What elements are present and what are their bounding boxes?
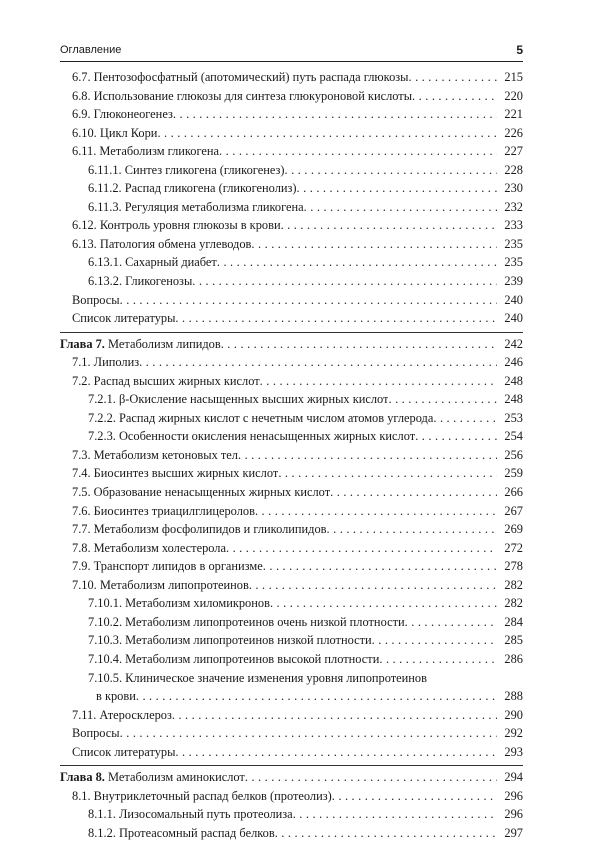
dot-leader [238, 446, 497, 464]
toc-entry-title [72, 464, 278, 483]
toc-page-number: 228 [504, 162, 523, 177]
toc-page-number: 242 [504, 336, 523, 351]
toc-page-number: 230 [504, 181, 523, 196]
toc-entry-title [72, 787, 332, 806]
toc-page-number: 259 [504, 466, 523, 481]
toc-page-number: 256 [504, 447, 523, 462]
toc-entry-text: 7.7. Метаболизм фосфолипидов и гликолипидов [72, 522, 327, 537]
toc-entry[interactable] [60, 613, 523, 632]
toc-page-number: 297 [504, 825, 523, 840]
table-of-contents [60, 68, 523, 842]
toc-page-number: 286 [504, 651, 523, 666]
dot-leader [415, 427, 497, 445]
dot-leader [255, 502, 497, 520]
toc-entry-title [88, 631, 372, 650]
toc-entry-title [72, 309, 175, 328]
toc-entry-text: 7.11. Атеросклероз [72, 707, 172, 722]
toc-entry[interactable] [60, 743, 523, 762]
toc-entry-title [72, 483, 330, 502]
dot-leader [405, 613, 497, 631]
toc-entry[interactable] [60, 372, 523, 391]
toc-entry-text: 6.11.1. Синтез гликогена (гликогенез) [88, 162, 285, 177]
toc-entry-title [60, 768, 245, 787]
toc-page-number: 235 [504, 236, 523, 251]
toc-entry[interactable] [60, 787, 523, 806]
dot-leader [173, 105, 497, 123]
dot-leader [304, 198, 497, 216]
toc-entry[interactable] [60, 669, 523, 688]
toc-page-number: 215 [504, 70, 523, 84]
toc-page-number: 292 [504, 726, 523, 741]
chapter-label: Глава 8. [60, 770, 105, 785]
toc-entry[interactable] [60, 576, 523, 595]
dot-leader [275, 824, 497, 842]
toc-page-number: 290 [504, 707, 523, 722]
toc-entry-text: 8.1.2. Протеасомный распад белков [88, 825, 275, 840]
toc-entry[interactable] [60, 824, 523, 842]
dot-leader [278, 464, 497, 482]
toc-entry-title [72, 743, 175, 762]
toc-entry-text: Вопросы [72, 726, 120, 741]
toc-page-number: 293 [504, 744, 523, 759]
toc-entry-title [88, 161, 285, 180]
toc-entry[interactable] [60, 353, 523, 372]
toc-entry-title [72, 291, 120, 310]
dot-leader [249, 576, 497, 594]
dot-leader [388, 390, 497, 408]
toc-entry-title [88, 669, 427, 688]
dot-leader [372, 631, 497, 649]
toc-entry-text: 7.10. Метаболизм липопротеинов [72, 577, 249, 592]
toc-entry[interactable] [60, 68, 523, 87]
dot-leader [139, 353, 497, 371]
toc-entry[interactable] [60, 687, 523, 706]
toc-entry-text: 6.12. Контроль уровня глюкозы в крови [72, 218, 281, 233]
dot-leader [120, 291, 497, 309]
toc-entry-text: 6.10. Цикл Кори [72, 125, 158, 140]
toc-page-number: 296 [504, 807, 523, 822]
toc-page-number: 246 [504, 355, 523, 370]
toc-entry-title [72, 539, 226, 558]
dot-leader [136, 687, 497, 705]
toc-entry-title [72, 520, 327, 539]
toc-entry[interactable] [60, 539, 523, 558]
toc-page-number: 253 [504, 410, 523, 425]
toc-page-number: 233 [504, 218, 523, 233]
toc-entry[interactable] [60, 706, 523, 725]
toc-entry-text: Метаболизм аминокислот [108, 770, 245, 785]
toc-entry[interactable] [60, 142, 523, 161]
toc-entry-title [72, 724, 120, 743]
toc-page-number: 240 [504, 311, 523, 326]
toc-entry-title [72, 87, 412, 106]
dot-leader [330, 483, 497, 501]
toc-page-number: 267 [504, 503, 523, 518]
toc-entry[interactable] [60, 427, 523, 446]
toc-chapter-entry[interactable] [60, 335, 523, 354]
running-header [60, 44, 523, 60]
toc-entry-text: 7.4. Биосинтез высших жирных кислот [72, 466, 279, 481]
toc-page-number: 285 [504, 633, 523, 648]
toc-entry-text: 7.10.4. Метаболизм липопротеинов высокой плотности [88, 651, 380, 666]
toc-entry-text: 7.9. Транспорт липидов в организме [72, 559, 263, 574]
toc-entry-title [60, 335, 221, 354]
toc-page-number: 220 [504, 88, 523, 103]
toc-page-number: 284 [504, 614, 523, 629]
toc-entry[interactable] [60, 216, 523, 235]
toc-entry[interactable] [60, 724, 523, 743]
toc-entry-text: 7.1. Липолиз [72, 355, 140, 370]
toc-entry-title [72, 235, 251, 254]
toc-entry-title [72, 216, 281, 235]
toc-entry-title [72, 124, 157, 143]
toc-entry[interactable] [60, 179, 523, 198]
toc-chapter-entry[interactable] [60, 768, 523, 787]
toc-page-number: 226 [504, 125, 523, 140]
toc-page-number: 254 [504, 429, 523, 444]
toc-entry[interactable] [60, 105, 523, 124]
toc-entry-text: в крови [96, 689, 136, 704]
toc-entry-text: 7.2. Распад высших жирных кислот [72, 373, 260, 388]
toc-entry[interactable] [60, 483, 523, 502]
toc-entry-title [72, 142, 219, 161]
dot-leader [285, 161, 498, 179]
toc-entry-title [72, 706, 172, 725]
dot-leader [408, 68, 497, 86]
toc-page-number: 227 [504, 144, 523, 159]
dot-leader [251, 235, 497, 253]
toc-entry-title [72, 502, 255, 521]
toc-entry-text: 7.2.3. Особенности окисления ненасыщенных жирных кислот [88, 429, 416, 444]
running-header-title: Оглавление [60, 44, 122, 56]
toc-entry-text: 6.9. Глюконеогенез [72, 107, 173, 122]
toc-entry-title [72, 68, 408, 87]
toc-entry-text: 7.10.2. Метаболизм липопротеинов очень низкой плотности [88, 614, 405, 629]
toc-entry-title [88, 650, 379, 669]
toc-entry-text: 7.5. Образование ненасыщенных жирных кислот [72, 485, 331, 500]
dot-leader [260, 372, 497, 390]
dot-leader [297, 179, 497, 197]
toc-entry[interactable] [60, 464, 523, 483]
toc-entry[interactable] [60, 557, 523, 576]
toc-entry[interactable] [60, 446, 523, 465]
toc-entry-text: 7.10.1. Метаболизм хиломикронов [88, 596, 270, 611]
toc-page-number: 232 [504, 199, 523, 214]
dot-leader [412, 87, 497, 105]
toc-entry-text: 7.6. Биосинтез триацилглицеролов [72, 503, 255, 518]
toc-entry[interactable] [60, 309, 523, 328]
dot-leader [219, 142, 497, 160]
toc-entry-title [72, 105, 173, 124]
toc-entry[interactable] [60, 291, 523, 310]
toc-page-number: 248 [504, 373, 523, 388]
toc-entry-text: 7.10.3. Метаболизм липопротеинов низкой плотности [88, 633, 372, 648]
chapter-label: Глава 7. [60, 336, 105, 351]
dot-leader [263, 557, 497, 575]
header-rule [60, 61, 523, 62]
page-number: 5 [516, 43, 523, 57]
toc-entry-title [88, 824, 275, 842]
toc-entry-text: 8.1.1. Лизосомальный путь протеолиза [88, 807, 293, 822]
toc-entry[interactable] [60, 253, 523, 272]
toc-entry[interactable] [60, 272, 523, 291]
toc-page-number: 294 [504, 770, 523, 785]
toc-entry-title [88, 253, 217, 272]
dot-leader [327, 520, 497, 538]
toc-entry-text: 6.8. Использование глюкозы для синтеза глюкуроновой кислоты [72, 88, 413, 103]
toc-page-number: 278 [504, 559, 523, 574]
toc-entry-title [72, 446, 238, 465]
toc-entry[interactable] [60, 390, 523, 409]
toc-page-number: 239 [504, 274, 523, 289]
toc-entry-title [88, 613, 405, 632]
toc-entry[interactable] [60, 198, 523, 217]
toc-page-number: 269 [504, 522, 523, 537]
toc-entry-text: 7.10.5. Клиническое значение изменения уровня липопротеинов [88, 670, 427, 685]
toc-entry-text: 6.11.3. Регуляция метаболизма гликогена [88, 199, 304, 214]
dot-leader [433, 409, 497, 427]
chapter-separator [60, 332, 523, 333]
toc-page-number: 296 [504, 788, 523, 803]
toc-page-number: 282 [504, 596, 523, 611]
toc-entry-title [88, 427, 415, 446]
toc-page-number: 282 [504, 577, 523, 592]
dot-leader [217, 253, 497, 271]
toc-page-number: 272 [504, 540, 523, 555]
toc-entry[interactable] [60, 235, 523, 254]
toc-entry-text: Список литературы [72, 311, 176, 326]
toc-entry-title [88, 805, 293, 824]
toc-entry-title [88, 594, 270, 613]
toc-entry-title [72, 372, 260, 391]
dot-leader [175, 743, 497, 761]
toc-entry[interactable] [60, 805, 523, 824]
dot-leader [175, 309, 497, 327]
toc-page-number: 266 [504, 485, 523, 500]
dot-leader [245, 768, 497, 786]
toc-page-number: 235 [504, 255, 523, 270]
dot-leader [221, 335, 497, 353]
toc-entry-title [72, 557, 263, 576]
toc-entry-title [88, 198, 304, 217]
toc-entry-text: Список литературы [72, 744, 176, 759]
toc-entry[interactable] [60, 631, 523, 650]
toc-entry-text: 6.7. Пентозофосфатный (апотомический) путь распада глюкозы [72, 70, 409, 84]
toc-entry-title [88, 409, 433, 428]
dot-leader [172, 706, 497, 724]
toc-entry-text: Вопросы [72, 292, 120, 307]
toc-entry[interactable] [60, 502, 523, 521]
toc-page-number: 288 [504, 689, 523, 704]
dot-leader [332, 787, 497, 805]
toc-entry[interactable] [60, 161, 523, 180]
toc-entry-title [72, 353, 139, 372]
dot-leader [226, 539, 497, 557]
dot-leader [281, 216, 497, 234]
toc-entry-text: Метаболизм липидов [108, 336, 221, 351]
toc-entry[interactable] [60, 520, 523, 539]
dot-leader [270, 594, 497, 612]
toc-entry[interactable] [60, 650, 523, 669]
toc-page-number: 248 [504, 392, 523, 407]
dot-leader [379, 650, 497, 668]
toc-entry-text: 6.13.2. Гликогенозы [88, 274, 193, 289]
toc-entry-text: 6.11.2. Распад гликогена (гликогенолиз) [88, 181, 297, 196]
dot-leader [293, 805, 497, 823]
toc-entry-title [72, 576, 249, 595]
toc-entry-text: 6.11. Метаболизм гликогена [72, 144, 220, 159]
toc-entry-text: 7.8. Метаболизм холестерола [72, 540, 226, 555]
toc-entry[interactable] [60, 409, 523, 428]
dot-leader [120, 724, 497, 742]
toc-entry-title [96, 687, 136, 706]
toc-entry-title [88, 390, 388, 409]
toc-entry-text: 6.13. Патология обмена углеводов [72, 236, 252, 251]
dot-leader [192, 272, 497, 290]
toc-entry-text: 7.2.2. Распад жирных кислот с нечетным числом атомов углерода [88, 410, 434, 425]
toc-entry[interactable] [60, 124, 523, 143]
toc-entry[interactable] [60, 87, 523, 106]
toc-entry-text: 8.1. Внутриклеточный распад белков (протеолиз) [72, 788, 332, 803]
toc-entry-text: 7.2.1. β-Окисление насыщенных высших жирных кислот [88, 392, 389, 407]
toc-entry-title [88, 272, 192, 291]
chapter-separator [60, 765, 523, 766]
toc-entry-text: 6.13.1. Сахарный диабет [88, 255, 217, 270]
dot-leader [157, 124, 497, 142]
toc-entry-title [88, 179, 297, 198]
toc-page-number: 221 [504, 107, 523, 122]
toc-entry[interactable] [60, 594, 523, 613]
toc-entry-text: 7.3. Метаболизм кетоновых тел [72, 447, 238, 462]
toc-page-number: 240 [504, 292, 523, 307]
